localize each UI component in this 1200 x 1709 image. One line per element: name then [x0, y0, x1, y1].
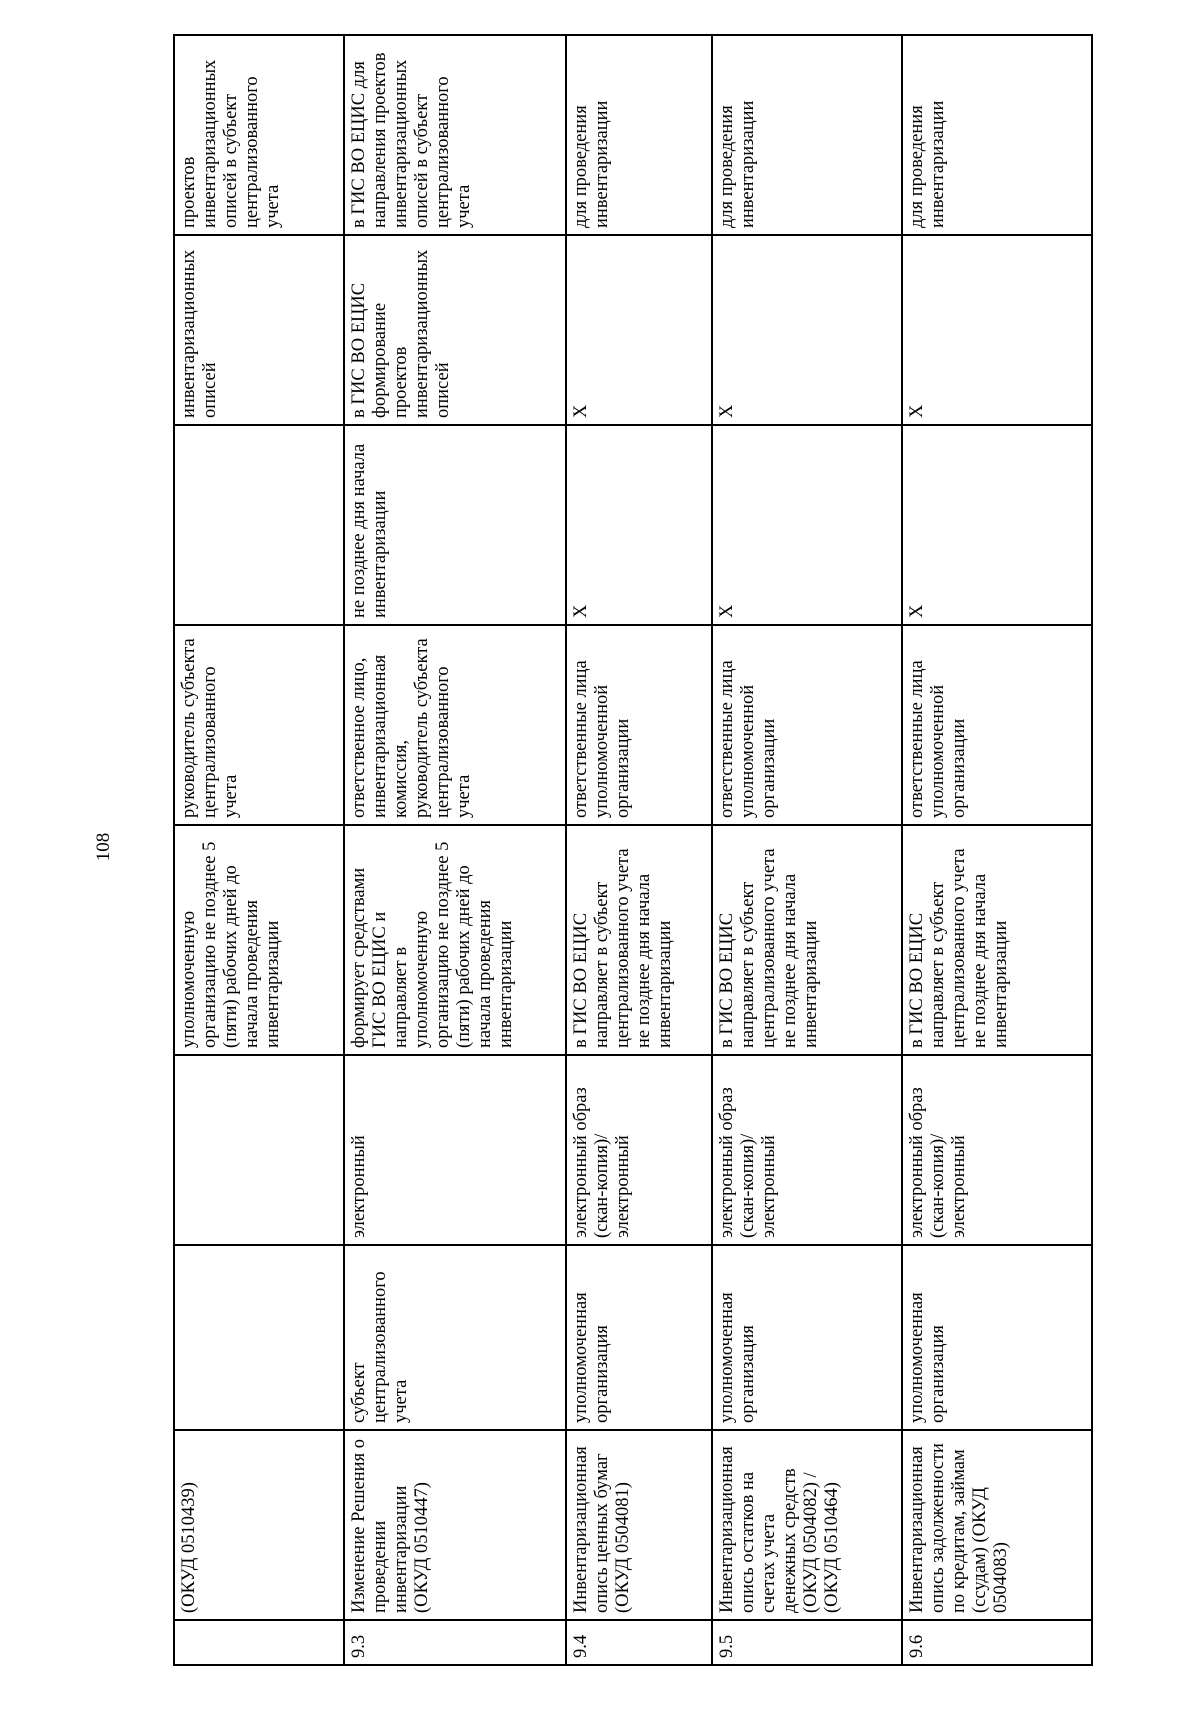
responsible-party: уполномоченная организация	[712, 1245, 902, 1430]
table-row	[566, 35, 712, 1665]
document-name: Изменение Решения о проведении инвентаризации (ОКУД 0510447)	[344, 1430, 566, 1620]
table-row	[902, 35, 1092, 1665]
signing-deadline	[174, 425, 344, 625]
gis-action: Х	[902, 235, 1092, 425]
row-number: 9.5	[712, 1620, 902, 1665]
purpose: для проведения инвентаризации	[566, 35, 712, 235]
document-format	[174, 1055, 344, 1245]
row-number: 9.3	[344, 1620, 566, 1665]
signing-deadline: Х	[566, 425, 712, 625]
responsible-party: субъект централизованного учета	[344, 1245, 566, 1430]
purpose: для проведения инвентаризации	[712, 35, 902, 235]
submission-terms: в ГИС ВО ЕЦИС направляет в субъект централизованного учета не позднее дня начала инвентаризации	[712, 825, 902, 1055]
row-number: 9.6	[902, 1620, 1092, 1665]
signers: руководитель субъекта централизованного учета	[174, 625, 344, 825]
signing-deadline: Х	[902, 425, 1092, 625]
gis-action: в ГИС ВО ЕЦИС формирование проектов инвентаризационных описей	[344, 235, 566, 425]
document-format: электронный образ (скан-копия)/ электронный	[712, 1055, 902, 1245]
signers: ответственные лица уполномоченной организации	[566, 625, 712, 825]
document-table	[173, 34, 1093, 1666]
submission-terms: в ГИС ВО ЕЦИС направляет в субъект централизованного учета не позднее дня начала инвентаризации	[566, 825, 712, 1055]
table-row	[174, 35, 344, 1665]
table-row	[344, 35, 566, 1665]
document-name: Инвентаризационная опись задолженности по кредитам, займам (ссудам) (ОКУД 0504083)	[902, 1430, 1092, 1620]
signing-deadline: не позднее дня начала инвентаризации	[344, 425, 566, 625]
document-name: (ОКУД 0510439)	[174, 1430, 344, 1620]
document-format: электронный образ (скан-копия)/ электронный	[902, 1055, 1092, 1245]
signers: ответственное лицо, инвентаризационная комиссия, руководитель субъекта централизованного учета	[344, 625, 566, 825]
signing-deadline: Х	[712, 425, 902, 625]
gis-action: Х	[712, 235, 902, 425]
page-number: 108	[93, 832, 114, 862]
submission-terms: формирует средствами ГИС ВО ЕЦИС и направляет в уполномоченную организацию не позднее 5 (пяти) рабочих дней до начала проведения инвентаризации	[344, 825, 566, 1055]
responsible-party: уполномоченная организация	[902, 1245, 1092, 1430]
submission-terms: в ГИС ВО ЕЦИС направляет в субъект централизованного учета не позднее дня начала инвентаризации	[902, 825, 1092, 1055]
responsible-party: уполномоченная организация	[566, 1245, 712, 1430]
responsible-party	[174, 1245, 344, 1430]
signers: ответственные лица уполномоченной организации	[712, 625, 902, 825]
signers: ответственные лица уполномоченной организации	[902, 625, 1092, 825]
document-format: электронный образ (скан-копия)/ электронный	[566, 1055, 712, 1245]
rotated-table-wrapper	[173, 36, 1091, 1666]
table-row	[712, 35, 902, 1665]
purpose: для проведения инвентаризации	[902, 35, 1092, 235]
document-name: Инвентаризационная опись ценных бумаг (ОКУД 0504081)	[566, 1430, 712, 1620]
purpose: в ГИС ВО ЕЦИС для направления проектов инвентаризационных описей в субъект централизованного учета	[344, 35, 566, 235]
row-number: 9.4	[566, 1620, 712, 1665]
gis-action: Х	[566, 235, 712, 425]
document-format: электронный	[344, 1055, 566, 1245]
document-name: Инвентаризационная опись остатков на счетах учета денежных средств (ОКУД 0504082) / (ОКУД 0510464)	[712, 1430, 902, 1620]
submission-terms: уполномоченную организацию не позднее 5 (пяти) рабочих дней до начала проведения инвентаризации	[174, 825, 344, 1055]
purpose: проектов инвентаризационных описей в субъект централизованного учета	[174, 35, 344, 235]
row-number	[174, 1620, 344, 1665]
gis-action: инвентаризационных описей	[174, 235, 344, 425]
